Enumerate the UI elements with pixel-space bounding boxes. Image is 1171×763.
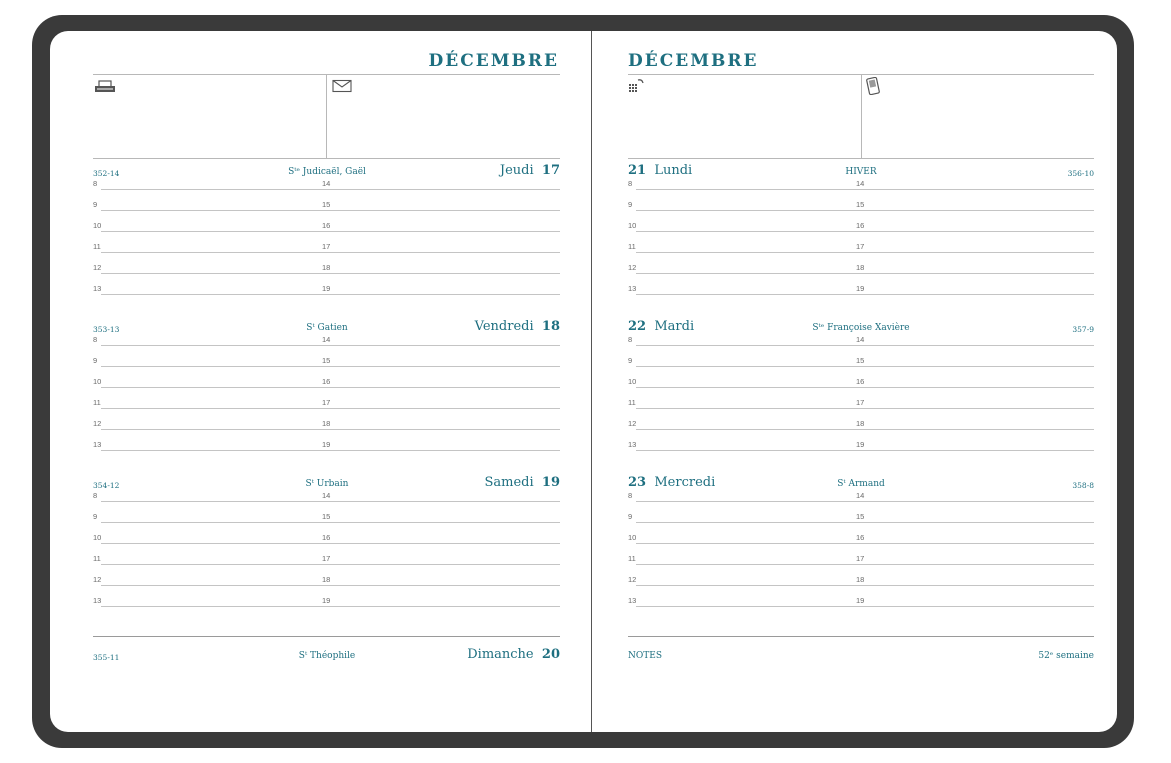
hour-line[interactable] [636, 189, 1094, 190]
sunday-day: 20 [541, 647, 560, 662]
hour-label: 16 [856, 533, 865, 542]
hour-label: 11 [93, 398, 101, 407]
hour-label: 19 [322, 596, 331, 605]
hour-label: 15 [856, 200, 865, 209]
hour-label: 8 [93, 179, 98, 188]
day-number: 356-10 [1067, 169, 1094, 178]
hour-label: 8 [628, 335, 633, 344]
hour-line[interactable] [101, 522, 560, 523]
hour-label: 16 [322, 377, 331, 386]
hour-label: 9 [93, 512, 98, 521]
day-number: 358-8 [1072, 481, 1094, 490]
hour-line[interactable] [101, 543, 560, 544]
hour-label: 19 [322, 284, 331, 293]
hour-line[interactable] [101, 231, 560, 232]
hour-label: 17 [856, 242, 865, 251]
hour-label: 11 [93, 242, 101, 251]
hour-label: 18 [856, 263, 865, 272]
hour-line[interactable] [101, 366, 560, 367]
hour-line[interactable] [101, 408, 560, 409]
day-weekday: Mardi [654, 319, 695, 334]
hour-line[interactable] [636, 231, 1094, 232]
hour-label: 12 [93, 263, 102, 272]
hour-label: 9 [93, 200, 98, 209]
hour-label: 14 [322, 335, 331, 344]
hour-label: 13 [628, 440, 637, 449]
hour-label: 10 [93, 221, 102, 230]
hour-label: 11 [628, 242, 636, 251]
hour-label: 15 [856, 356, 865, 365]
hour-label: 9 [628, 200, 633, 209]
hour-label: 17 [856, 554, 865, 563]
fax-icon [94, 79, 116, 95]
hour-label: 11 [628, 398, 636, 407]
hour-label: 10 [628, 377, 637, 386]
day-date [628, 319, 694, 334]
hour-label: 9 [93, 356, 98, 365]
hour-label: 19 [856, 284, 865, 293]
day-of-month: 19 [541, 475, 560, 490]
hour-line[interactable] [101, 429, 560, 430]
hour-line[interactable] [636, 522, 1094, 523]
hour-label: 11 [628, 554, 636, 563]
day-number: 354-12 [93, 481, 120, 490]
hour-line[interactable] [636, 387, 1094, 388]
hour-label: 12 [93, 419, 102, 428]
hour-line[interactable] [636, 564, 1094, 565]
hour-label: 11 [93, 554, 101, 563]
day-header [50, 475, 1117, 493]
hour-line[interactable] [636, 252, 1094, 253]
hour-line[interactable] [636, 273, 1094, 274]
right-contact-divider [861, 74, 862, 158]
hour-label: 13 [628, 596, 637, 605]
phone-keypad-icon [628, 78, 650, 94]
hour-label: 18 [322, 575, 331, 584]
day-weekday: Lundi [654, 163, 693, 178]
hour-line[interactable] [101, 501, 560, 502]
sunday-rule [93, 636, 560, 637]
right-month-title: DÉCEMBRE [628, 51, 759, 71]
notes-label: NOTES [628, 651, 662, 661]
sunday-day-number: 355-11 [93, 653, 120, 662]
hour-label: 10 [628, 533, 637, 542]
day-saint: Sᵗ Urbain [305, 479, 349, 489]
day-of-month: 22 [628, 319, 647, 334]
hour-label: 14 [856, 179, 865, 188]
hour-label: 13 [93, 596, 102, 605]
day-weekday: Samedi [484, 475, 534, 490]
hour-line[interactable] [101, 273, 560, 274]
hour-line[interactable] [636, 210, 1094, 211]
hour-label: 16 [856, 221, 865, 230]
day-weekday: Mercredi [654, 475, 716, 490]
hour-label: 17 [322, 554, 331, 563]
day-of-month: 21 [628, 163, 647, 178]
hour-label: 17 [322, 398, 331, 407]
day-saint: Sᵗᵉ Judicaël, Gaël [288, 167, 366, 177]
hour-label: 13 [93, 284, 102, 293]
day-date [628, 163, 692, 178]
hour-label: 15 [322, 200, 331, 209]
hour-label: 14 [856, 491, 865, 500]
day-number: 352-14 [93, 169, 120, 178]
day-saint: Sᵗ Gatien [306, 323, 348, 333]
day-of-month: 17 [541, 163, 560, 178]
hour-line[interactable] [101, 387, 560, 388]
hour-line[interactable] [636, 366, 1094, 367]
hour-line[interactable] [636, 294, 1094, 295]
hour-label: 8 [93, 491, 98, 500]
right-contact-bottom-rule [628, 158, 1094, 159]
hour-label: 16 [856, 377, 865, 386]
hour-label: 9 [628, 512, 633, 521]
hour-line[interactable] [101, 189, 560, 190]
notes-rule [628, 636, 1094, 637]
day-header [50, 319, 1117, 337]
week-label: 52ᵉ semaine [1038, 651, 1094, 661]
hour-label: 18 [322, 419, 331, 428]
hour-label: 15 [322, 356, 331, 365]
hour-label: 8 [93, 335, 98, 344]
day-saint: Sᵗ Armand [837, 479, 885, 489]
hour-label: 16 [322, 533, 331, 542]
left-contact-bottom-rule [93, 158, 560, 159]
hour-line[interactable] [101, 585, 560, 586]
sunday-date [467, 647, 560, 662]
hour-line[interactable] [101, 294, 560, 295]
day-number: 353-13 [93, 325, 120, 334]
hour-line[interactable] [636, 450, 1094, 451]
hour-label: 9 [628, 356, 633, 365]
hour-label: 19 [856, 440, 865, 449]
hour-label: 14 [856, 335, 865, 344]
hour-label: 12 [628, 575, 637, 584]
day-weekday: Vendredi [474, 319, 534, 334]
hour-label: 16 [322, 221, 331, 230]
sunday-weekday: Dimanche [467, 647, 534, 662]
hour-label: 15 [322, 512, 331, 521]
hour-label: 13 [628, 284, 637, 293]
hour-label: 12 [628, 419, 637, 428]
hour-label: 14 [322, 179, 331, 188]
planner-spread [50, 31, 1117, 732]
hour-line[interactable] [101, 345, 560, 346]
hour-line[interactable] [636, 429, 1094, 430]
day-of-month: 23 [628, 475, 647, 490]
day-weekday: Jeudi [499, 163, 534, 178]
day-saint: Sᵗᵉ Françoise Xavière [812, 323, 910, 333]
hour-label: 17 [856, 398, 865, 407]
day-saint: HIVER [845, 167, 877, 177]
hour-label: 12 [93, 575, 102, 584]
mail-icon [332, 79, 354, 95]
hour-label: 18 [856, 575, 865, 584]
hour-line[interactable] [101, 450, 560, 451]
hour-label: 14 [322, 491, 331, 500]
binding-spine [591, 31, 592, 732]
left-contact-divider [326, 74, 327, 158]
hour-line[interactable] [101, 252, 560, 253]
hour-label: 8 [628, 179, 633, 188]
hour-line[interactable] [101, 564, 560, 565]
left-month-title: DÉCEMBRE [428, 51, 559, 71]
hour-line[interactable] [636, 345, 1094, 346]
day-header [50, 163, 1117, 181]
hour-label: 18 [856, 419, 865, 428]
hour-label: 19 [322, 440, 331, 449]
sunday-saint: Sᵗ Théophile [298, 651, 356, 661]
hour-label: 18 [322, 263, 331, 272]
hour-line[interactable] [636, 408, 1094, 409]
hour-line[interactable] [101, 606, 560, 607]
hour-label: 19 [856, 596, 865, 605]
hour-line[interactable] [636, 543, 1094, 544]
hour-label: 15 [856, 512, 865, 521]
hour-label: 8 [628, 491, 633, 500]
hour-line[interactable] [636, 606, 1094, 607]
hour-label: 13 [93, 440, 102, 449]
day-of-month: 18 [541, 319, 560, 334]
day-date [628, 475, 715, 490]
hour-label: 10 [93, 533, 102, 542]
mobile-phone-icon [866, 77, 888, 93]
hour-line[interactable] [636, 585, 1094, 586]
hour-label: 17 [322, 242, 331, 251]
hour-label: 12 [628, 263, 637, 272]
day-number: 357-9 [1072, 325, 1094, 334]
hour-label: 10 [93, 377, 102, 386]
hour-line[interactable] [101, 210, 560, 211]
hour-line[interactable] [636, 501, 1094, 502]
hour-label: 10 [628, 221, 637, 230]
